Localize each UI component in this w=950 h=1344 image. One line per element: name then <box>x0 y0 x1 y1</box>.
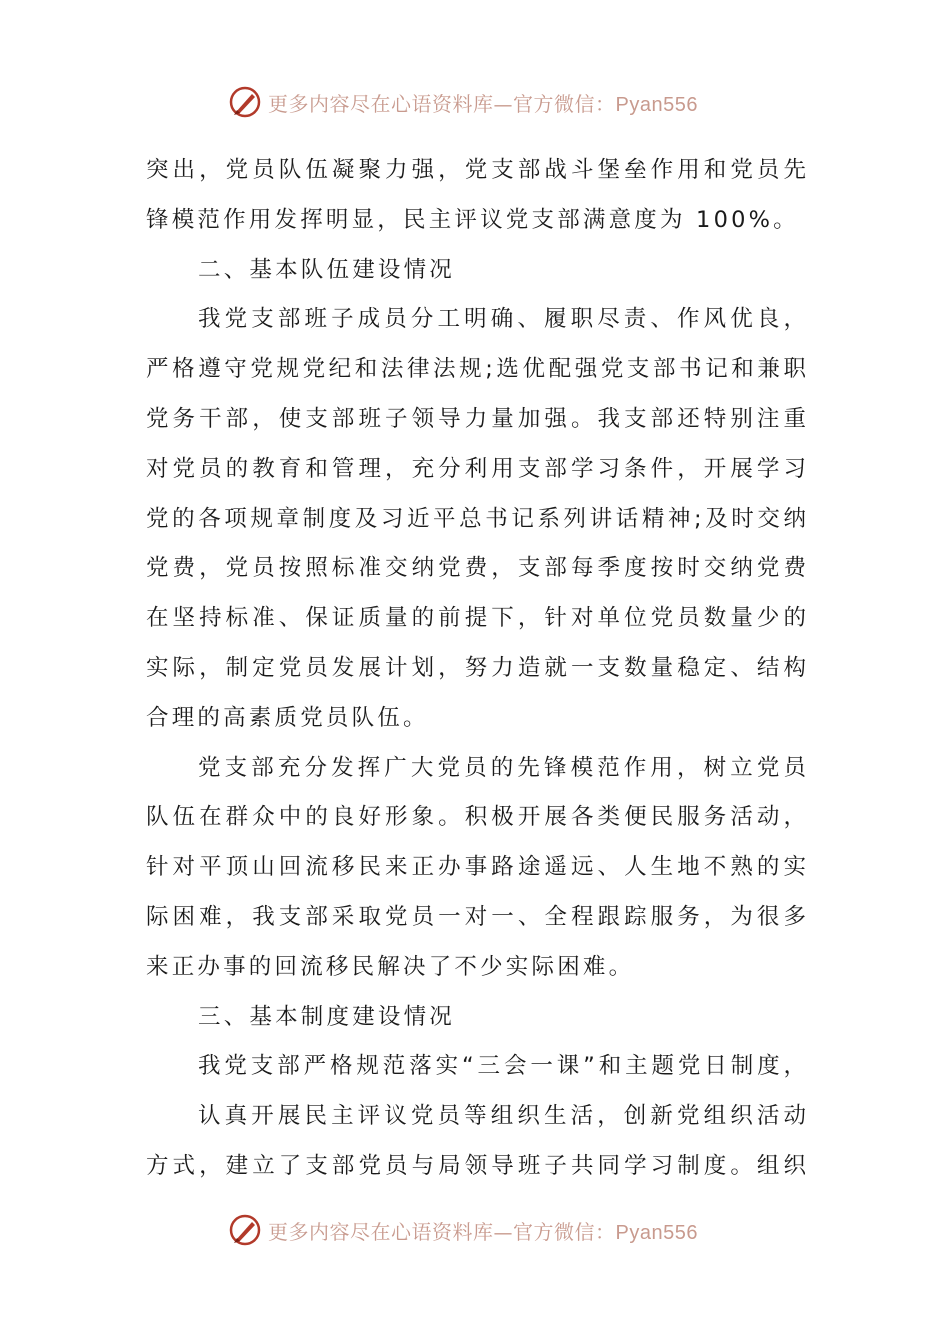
footer-watermark-banner <box>228 1213 698 1247</box>
footer-wechat-label: 官方微信： <box>513 1219 616 1244</box>
footer-site-name: 更多内容尽在心语资料库 <box>268 1219 494 1244</box>
body-line: 针对平顶山回流移民来正办事路途遥远、人生地不熟的实 <box>146 854 806 881</box>
section-heading: 二、基本队伍建设情况 <box>198 256 456 283</box>
body-line: 严格遵守党规党纪和法律法规;选优配强党支部书记和兼职 <box>146 356 806 383</box>
pen-logo-icon <box>228 85 262 119</box>
body-line: 队伍在群众中的良好形象。积极开展各类便民服务活动， <box>146 804 806 831</box>
body-line: 党务干部，使支部班子领导力量加强。我支部还特别注重 <box>146 405 806 432</box>
header-site-name: 更多内容尽在心语资料库 <box>268 91 494 116</box>
body-line: 党费，党员按照标准交纳党费，支部每季度按时交纳党费 <box>146 555 806 582</box>
header-watermark-banner <box>228 85 698 119</box>
body-line: 对党员的教育和管理，充分利用支部学习条件，开展学习 <box>146 455 806 482</box>
paragraph-first-line: 党支部充分发挥广大党员的先锋模范作用，树立党员 <box>198 754 806 781</box>
body-line: 来正办事的回流移民解决了不少实际困难。 <box>146 953 635 980</box>
header-wechat-id: Pyan556 <box>615 93 698 116</box>
body-line: 在坚持标准、保证质量的前提下，针对单位党员数量少的 <box>146 605 806 632</box>
body-line: 方式，建立了支部党员与局领导班子共同学习制度。组织 <box>146 1152 806 1179</box>
header-watermark-text <box>268 88 698 117</box>
body-line: 际困难，我支部采取党员一对一、全程跟踪服务，为很多 <box>146 903 806 930</box>
paragraph-first-line: 我党支部严格规范落实“三会一课”和主题党日制度， <box>198 1053 806 1080</box>
body-line: 合理的高素质党员队伍。 <box>146 704 429 731</box>
header-dash: — <box>493 93 513 116</box>
footer-wechat-id: Pyan556 <box>615 1221 698 1244</box>
body-line: 突出，党员队伍凝聚力强，党支部战斗堡垒作用和党员先 <box>146 157 806 183</box>
header-wechat-label: 官方微信： <box>513 91 616 116</box>
paragraph-first-line: 认真开展民主评议党员等组织生活，创新党组织活动 <box>198 1103 806 1130</box>
document-body <box>146 146 806 1192</box>
paragraph-first-line: 我党支部班子成员分工明确、履职尽责、作风优良， <box>198 306 806 333</box>
footer-dash: — <box>493 1221 513 1244</box>
body-line: 锋模范作用发挥明显，民主评议党支部满意度为 100%。 <box>146 206 799 233</box>
pen-logo-icon <box>228 1213 262 1247</box>
section-heading: 三、基本制度建设情况 <box>198 1003 456 1030</box>
footer-watermark-text <box>268 1216 698 1245</box>
body-line: 党的各项规章制度及习近平总书记系列讲话精神;及时交纳 <box>146 505 806 532</box>
body-line: 实际，制定党员发展计划，努力造就一支数量稳定、结构 <box>146 654 806 681</box>
